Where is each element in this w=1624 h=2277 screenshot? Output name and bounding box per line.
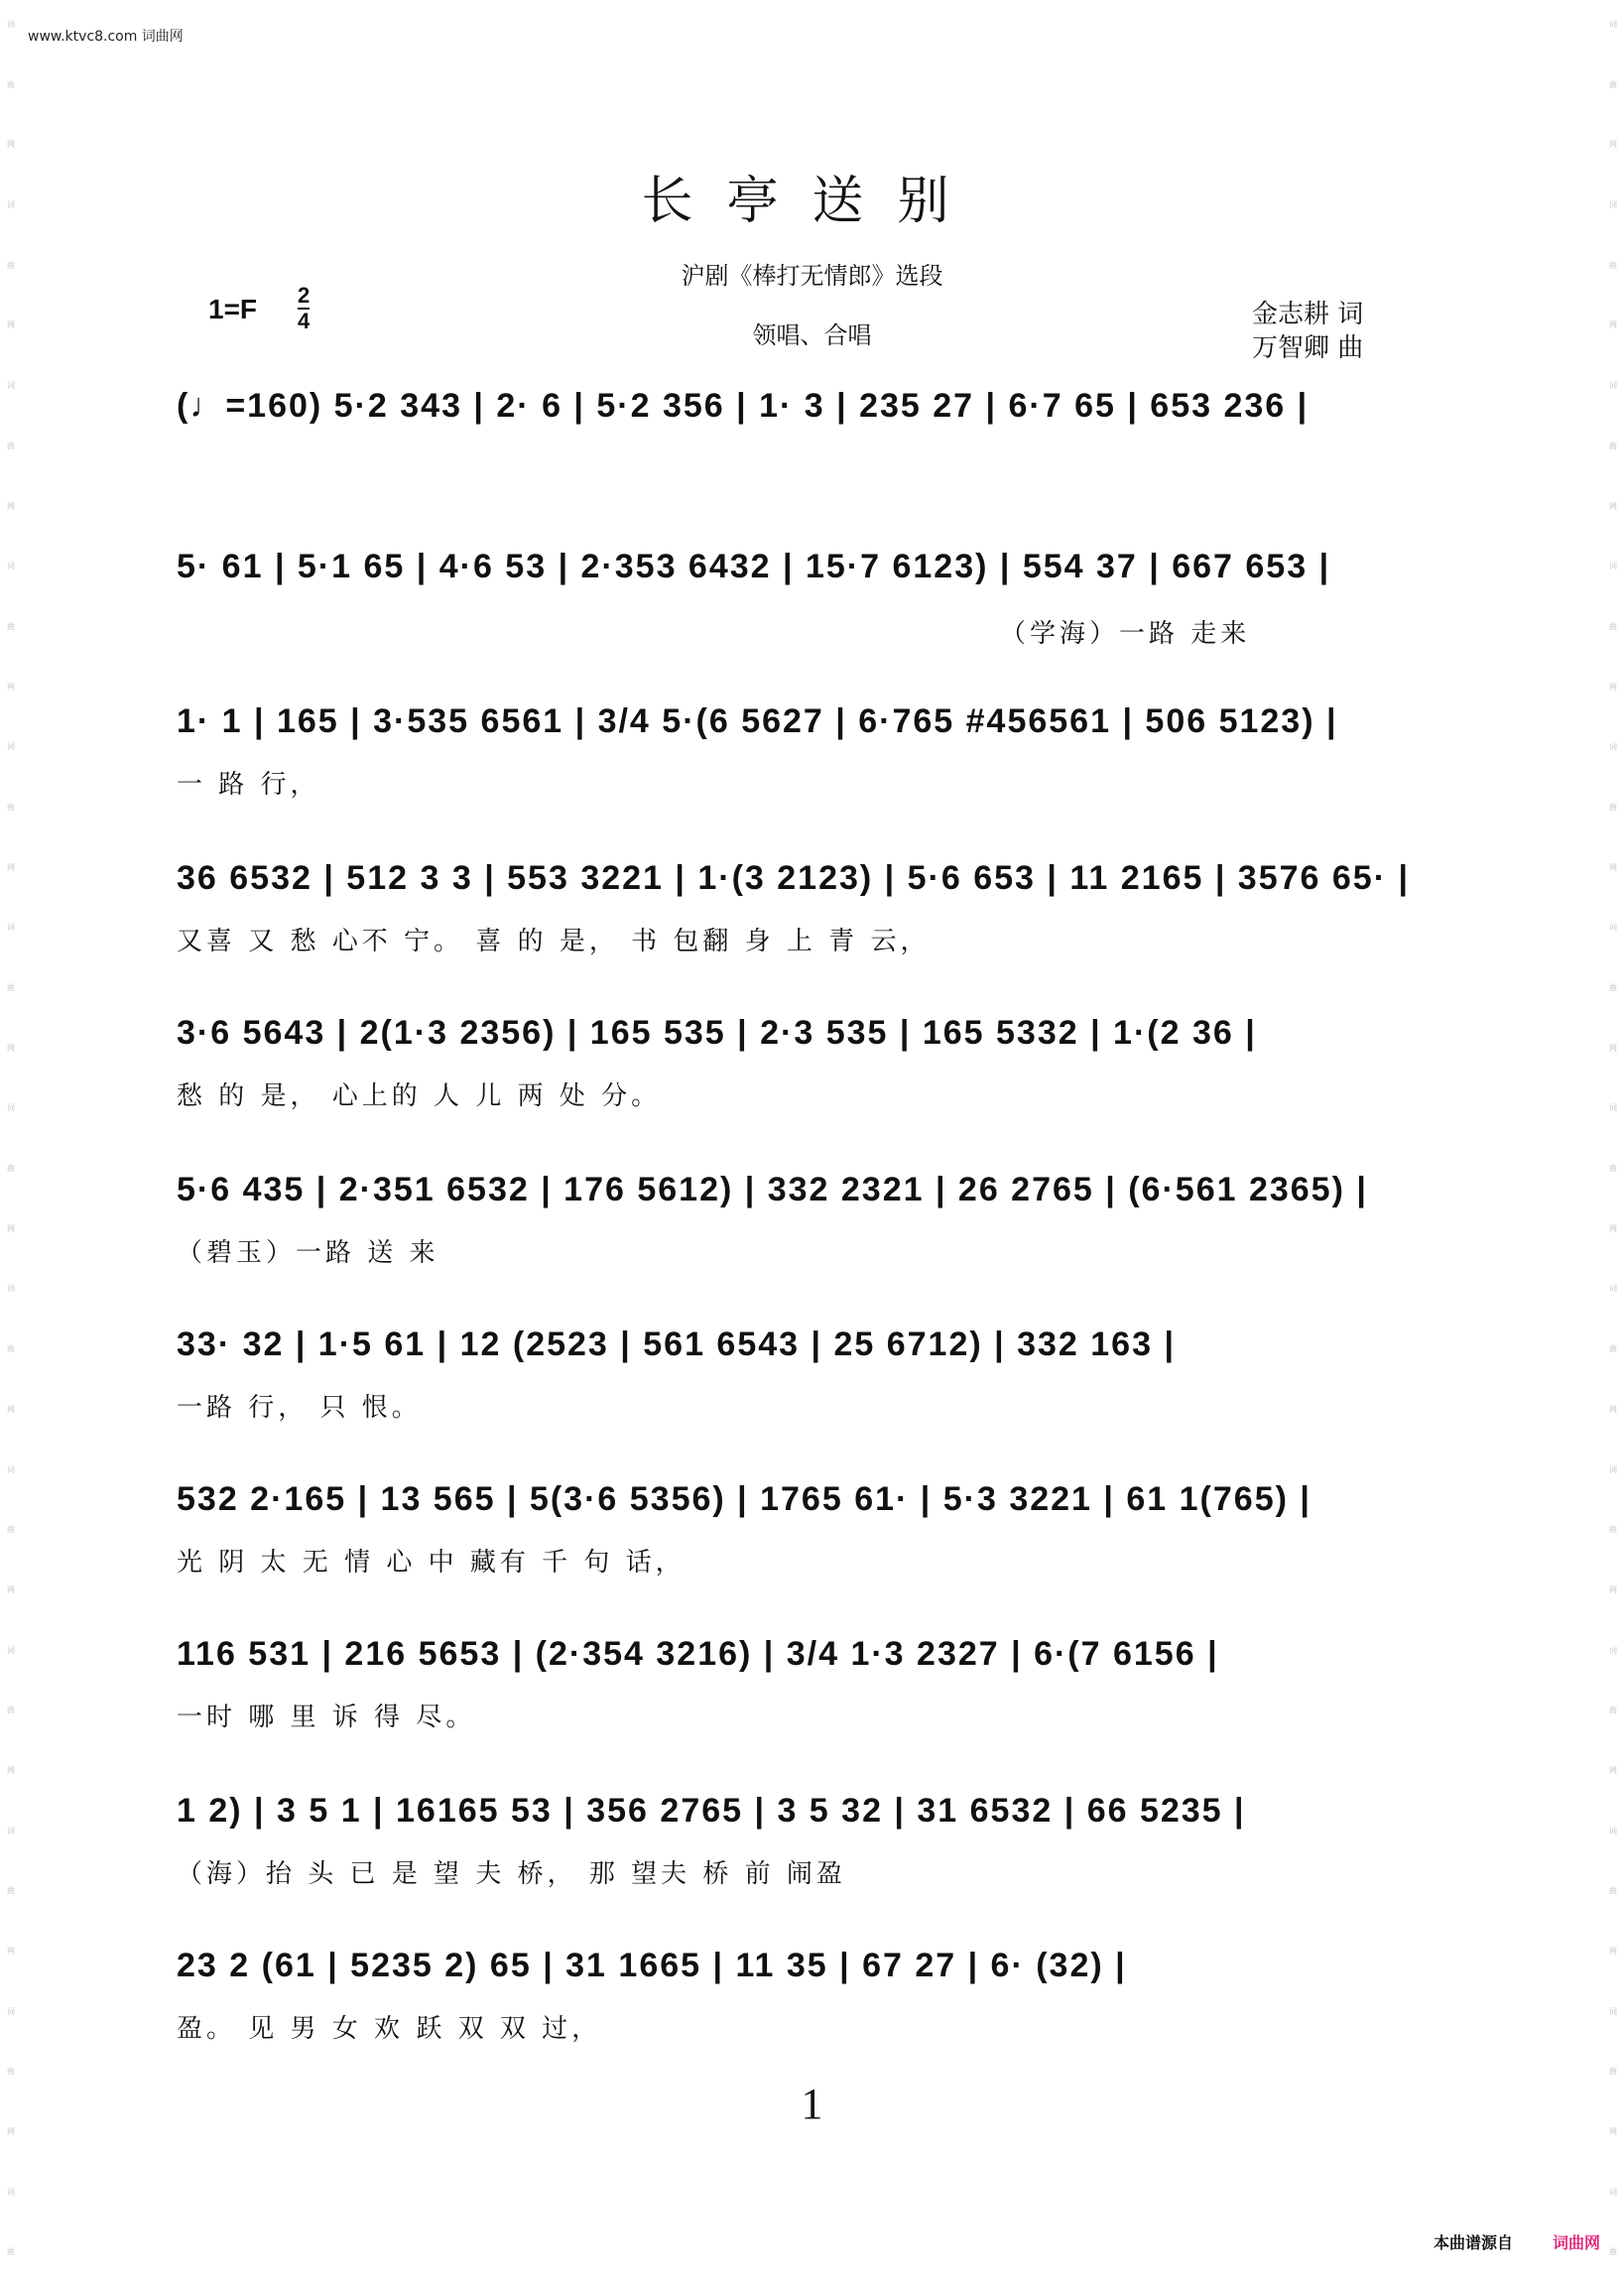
watermark-glyph: 网 <box>1609 1043 1617 1053</box>
notation-line: 5· 61 | 5·1 65 | 4·6 53 | 2·353 6432 | 15·7 6123) | 554 37 | 667 653 | <box>177 548 1331 585</box>
watermark-glyph: 词 <box>1609 1464 1617 1474</box>
watermark-glyph: 网 <box>1609 1947 1617 1956</box>
notation-line: 532 2·165 | 13 565 | 5(3·6 5356) | 1765 61· | 5·3 3221 | 61 1(765) | <box>177 1480 1312 1518</box>
watermark-glyph: 曲 <box>7 441 15 450</box>
watermark-glyph: 曲 <box>1609 802 1617 812</box>
watermark-glyph: 曲 <box>1609 79 1617 89</box>
watermark-glyph: 曲 <box>7 1525 15 1535</box>
watermark-glyph: 词 <box>1609 1103 1617 1113</box>
watermark-glyph: 曲 <box>7 1886 15 1896</box>
lyrics-line: 一时 哪 里 诉 得 尽。 <box>177 1703 476 1732</box>
footer-source-label: 本曲谱源自 <box>1433 2233 1513 2252</box>
watermark-glyph: 曲 <box>1609 621 1617 631</box>
watermark-glyph: 词 <box>7 1103 15 1113</box>
watermark-glyph: 词 <box>7 2006 15 2016</box>
watermark-glyph: 曲 <box>7 621 15 631</box>
watermark-glyph: 词 <box>7 2187 15 2197</box>
watermark-glyph: 词 <box>7 923 15 933</box>
page-number: 1 <box>801 2080 823 2128</box>
lyrics-line: 盈。 见 男 女 欢 跃 双 双 过， <box>177 2014 602 2044</box>
watermark-glyph: 词 <box>1609 923 1617 933</box>
watermark-glyph: 网 <box>1609 1223 1617 1233</box>
time-signature <box>298 284 310 333</box>
credits <box>1252 298 1363 365</box>
watermark-glyph: 曲 <box>1609 2247 1617 2257</box>
notation-line: 3·6 5643 | 2(1·3 2356) | 165 535 | 2·3 535 | 165 5332 | 1·(2 36 | <box>177 1014 1257 1052</box>
watermark-glyph: 网 <box>7 140 15 150</box>
watermark-glyph: 曲 <box>7 1164 15 1174</box>
watermark-glyph: 曲 <box>1609 441 1617 450</box>
time-signature-bottom: 4 <box>298 309 311 333</box>
watermark-glyph: 曲 <box>7 260 15 270</box>
watermark-glyph: 网 <box>7 1043 15 1053</box>
watermark-glyph: 词 <box>7 1645 15 1655</box>
right-watermark <box>1606 20 1620 2257</box>
watermark-glyph: 词 <box>7 1826 15 1835</box>
time-signature-top: 2 <box>298 283 311 308</box>
watermark-glyph: 网 <box>1609 1404 1617 1414</box>
watermark-glyph: 网 <box>1609 2127 1617 2137</box>
watermark-glyph: 词 <box>1609 200 1617 210</box>
watermark-glyph: 词 <box>7 742 15 752</box>
watermark-glyph: 词 <box>7 1464 15 1474</box>
watermark-glyph: 词 <box>1609 2187 1617 2197</box>
watermark-glyph: 网 <box>1609 501 1617 511</box>
notation-line: 36 6532 | 512 3 3 | 553 3221 | 1·(3 2123) | 5·6 653 | 11 2165 | 3576 65· | <box>177 859 1410 897</box>
site-header[interactable]: www.ktvc8.com 词曲网 <box>28 29 184 45</box>
watermark-glyph: 网 <box>7 1947 15 1956</box>
notation-line: (♩=160) 5·2 343 | 2· 6 | 5·2 356 | 1· 3 | 235 27 | 6·7 65 | 653 236 | <box>177 387 1310 425</box>
watermark-glyph: 词 <box>1609 381 1617 391</box>
watermark-glyph: 词 <box>1609 1645 1617 1655</box>
watermark-glyph: 词 <box>7 200 15 210</box>
watermark-glyph: 词 <box>7 381 15 391</box>
watermark-glyph: 曲 <box>7 983 15 992</box>
watermark-glyph: 网 <box>7 2127 15 2137</box>
watermark-glyph: 词 <box>1609 1284 1617 1294</box>
watermark-glyph: 曲 <box>7 802 15 812</box>
left-watermark <box>4 20 18 2257</box>
watermark-glyph: 曲 <box>1609 260 1617 270</box>
watermark-glyph: 网 <box>1609 140 1617 150</box>
watermark-glyph: 曲 <box>7 2247 15 2257</box>
watermark-glyph: 网 <box>1609 1584 1617 1594</box>
song-title: 长亭送别 <box>641 172 983 231</box>
lyricist: 金志耕 词 <box>1252 300 1364 329</box>
key-signature: 1=F <box>208 294 258 324</box>
lyrics-line: 愁 的 是， 心上的 人 儿 两 处 分。 <box>177 1081 662 1111</box>
watermark-glyph: 词 <box>7 20 15 29</box>
song-subtitle: 沪剧《棒打无情郎》选段 <box>681 262 943 290</box>
footer-brand-link[interactable]: 词曲网 <box>1552 2233 1600 2252</box>
watermark-glyph: 网 <box>1609 862 1617 872</box>
watermark-glyph: 曲 <box>1609 2067 1617 2077</box>
watermark-glyph: 网 <box>7 1584 15 1594</box>
notation-line: 5·6 435 | 2·351 6532 | 176 5612) | 332 2321 | 26 2765 | (6·561 2365) | <box>177 1171 1368 1208</box>
watermark-glyph: 曲 <box>7 79 15 89</box>
lyrics-line: 又喜 又 愁 心不 宁。 喜 的 是， 书 包翻 身 上 青 云， <box>177 927 931 956</box>
notation-line: 1· 1 | 165 | 3·535 6561 | 3/4 5·(6 5627 | 6·765 #456561 | 506 5123) | <box>177 702 1338 740</box>
watermark-glyph: 网 <box>1609 1765 1617 1775</box>
watermark-glyph: 网 <box>1609 320 1617 330</box>
watermark-glyph: 词 <box>7 562 15 571</box>
watermark-glyph: 网 <box>7 862 15 872</box>
watermark-glyph: 曲 <box>7 1344 15 1354</box>
watermark-glyph: 网 <box>7 1223 15 1233</box>
watermark-glyph: 曲 <box>7 1706 15 1715</box>
notation-line: 33· 32 | 1·5 61 | 12 (2523 | 561 6543 | 25 6712) | 332 163 | <box>177 1326 1176 1363</box>
watermark-glyph: 曲 <box>1609 1164 1617 1174</box>
notation-line: 116 531 | 216 5653 | (2·354 3216) | 3/4 1·3 2327 | 6·(7 6156 | <box>177 1635 1219 1673</box>
watermark-glyph: 曲 <box>1609 1344 1617 1354</box>
footer[interactable] <box>1434 2230 1600 2253</box>
watermark-glyph: 曲 <box>7 2067 15 2077</box>
watermark-glyph: 曲 <box>1609 1525 1617 1535</box>
watermark-glyph: 网 <box>7 682 15 692</box>
notation-line: 1 2) | 3 5 1 | 16165 53 | 356 2765 | 3 5 32 | 31 6532 | 66 5235 | <box>177 1792 1246 1830</box>
watermark-glyph: 网 <box>7 320 15 330</box>
watermark-glyph: 网 <box>1609 682 1617 692</box>
watermark-glyph: 词 <box>1609 1826 1617 1835</box>
watermark-glyph: 曲 <box>1609 1886 1617 1896</box>
watermark-glyph: 词 <box>1609 742 1617 752</box>
watermark-glyph: 词 <box>7 1284 15 1294</box>
performers: 领唱、合唱 <box>752 321 872 349</box>
composer: 万智卿 曲 <box>1252 333 1364 363</box>
lyrics-line: （学海）一路 走来 <box>1000 619 1251 649</box>
watermark-glyph: 词 <box>1609 562 1617 571</box>
watermark-glyph: 网 <box>7 1765 15 1775</box>
watermark-glyph: 词 <box>1609 20 1617 29</box>
watermark-glyph: 网 <box>7 501 15 511</box>
notation-line: 23 2 (61 | 5235 2) 65 | 31 1665 | 11 35 | 67 27 | 6· (32) | <box>177 1947 1127 1984</box>
lyrics-line: 光 阴 太 无 情 心 中 藏有 千 句 话， <box>177 1548 686 1578</box>
lyrics-line: （碧玉）一路 送 来 <box>177 1238 439 1268</box>
lyrics-line: 一 路 行， <box>177 770 320 800</box>
watermark-glyph: 网 <box>7 1404 15 1414</box>
watermark-glyph: 曲 <box>1609 1706 1617 1715</box>
lyrics-line: 一路 行， 只 恨。 <box>177 1393 422 1423</box>
lyrics-line: （海）抬 头 已 是 望 夫 桥， 那 望夫 桥 前 闹盈 <box>177 1859 846 1889</box>
watermark-glyph: 曲 <box>1609 983 1617 992</box>
watermark-glyph: 词 <box>1609 2006 1617 2016</box>
